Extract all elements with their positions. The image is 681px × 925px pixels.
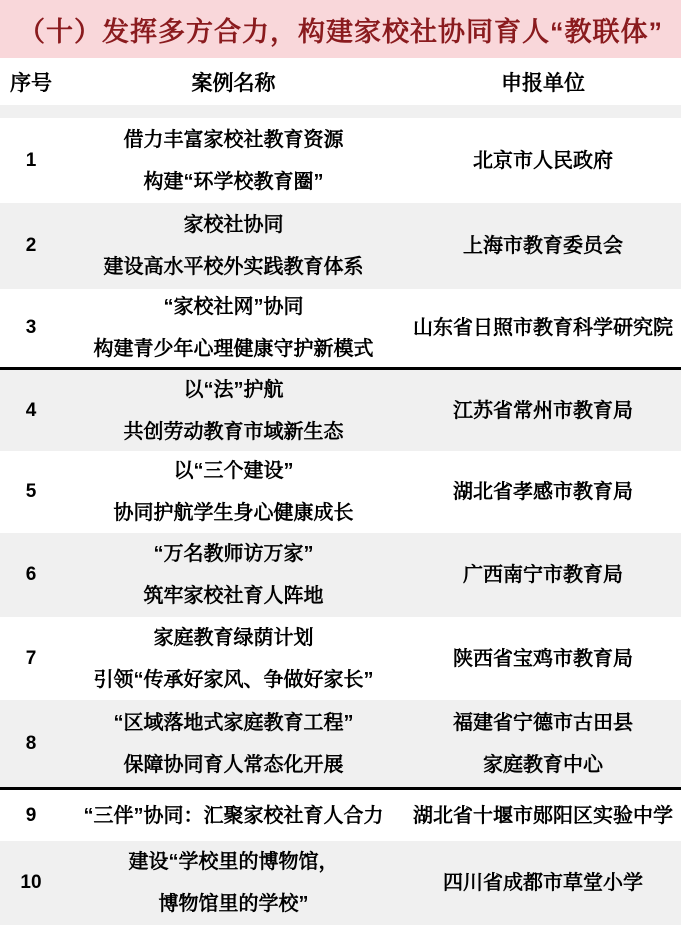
table-row [0, 370, 681, 451]
row-number: 9 [25, 804, 37, 826]
unit-cell [405, 700, 681, 787]
row-number: 7 [25, 647, 37, 669]
case-name-line: 以“法”护航 [183, 378, 284, 401]
table-row [0, 790, 681, 841]
table-row [0, 451, 681, 533]
section-title: （十）发挥多方合力，构建家校社协同育人“教联体” [0, 0, 681, 58]
case-name-cell [62, 370, 405, 451]
case-name-line: 以“三个建设” [173, 460, 294, 482]
unit-line: 上海市教育委员会 [463, 235, 623, 257]
case-name-line: 共创劳动教育市域新生态 [123, 420, 344, 443]
table-header-row [0, 58, 681, 105]
unit-cell [405, 451, 681, 533]
unit-line: 陕西省宝鸡市教育局 [453, 647, 633, 670]
case-name-line: 协同护航学生身心健康成长 [113, 502, 354, 524]
case-name-line: “三伴”协同：汇聚家校社育人合力 [83, 804, 384, 827]
unit-cell [405, 370, 681, 451]
case-name-line: 构建青少年心理健康守护新模式 [93, 338, 374, 360]
unit-line: 北京市人民政府 [473, 149, 613, 172]
case-name-line: 建设高水平校外实践教育体系 [103, 256, 364, 278]
table-row [0, 700, 681, 787]
unit-cell [405, 617, 681, 700]
table-row [0, 533, 681, 617]
case-name-cell [62, 118, 405, 203]
table-row [0, 841, 681, 925]
unit-cell [405, 841, 681, 925]
case-name-line: 筑牢家校社育人阵地 [143, 585, 324, 607]
unit-line: 福建省宁德市古田县 [453, 711, 633, 734]
case-name-line: 引领“传承好家风、争做好家长” [93, 668, 374, 691]
case-name-cell [62, 533, 405, 617]
case-name-line: 博物馆里的学校” [158, 893, 309, 915]
unit-cell [405, 203, 681, 289]
row-number: 10 [20, 872, 42, 893]
row-number: 4 [25, 399, 37, 421]
case-name-cell [62, 617, 405, 700]
case-name-cell [62, 790, 405, 841]
case-name-line: 保障协同育人常态化开展 [123, 753, 344, 776]
header-case-name: 案例名称 [191, 71, 276, 95]
unit-cell [405, 533, 681, 617]
unit-cell [405, 289, 681, 367]
unit-line: 湖北省孝感市教育局 [453, 481, 633, 503]
case-name-line: “区域落地式家庭教育工程” [113, 711, 354, 734]
header-separator [0, 105, 681, 118]
table-row [0, 118, 681, 203]
case-name-line: 家庭教育绿荫计划 [153, 626, 314, 649]
unit-line: 四川省成都市草堂小学 [443, 872, 643, 894]
unit-line: 湖北省十堰市郧阳区实验中学 [413, 804, 673, 827]
unit-line: 广西南宁市教育局 [463, 564, 623, 586]
case-name-cell [62, 700, 405, 787]
case-name-cell [62, 841, 405, 925]
row-number: 3 [25, 317, 37, 338]
row-number: 1 [25, 149, 37, 171]
case-name-line: 家校社协同 [183, 214, 284, 236]
unit-line: 家庭教育中心 [483, 753, 603, 776]
case-name-line: 借力丰富家校社教育资源 [123, 128, 344, 151]
header-unit: 申报单位 [501, 71, 585, 95]
case-name-cell [62, 451, 405, 533]
unit-line: 江苏省常州市教育局 [453, 399, 633, 422]
case-name-line: 构建“环学校教育圈” [143, 170, 324, 193]
header-no: 序号 [10, 71, 52, 95]
table-row [0, 617, 681, 700]
case-name-cell [62, 203, 405, 289]
case-name-line: “家校社网”协同 [163, 296, 304, 318]
table-row [0, 289, 681, 367]
case-name-line: “万名教师访万家” [153, 543, 314, 565]
unit-cell [405, 790, 681, 841]
row-number: 8 [25, 732, 37, 754]
row-number: 5 [25, 481, 37, 502]
unit-cell [405, 118, 681, 203]
unit-line: 山东省日照市教育科学研究院 [413, 317, 673, 339]
case-name-line: 建设“学校里的博物馆， [128, 851, 339, 873]
row-number: 6 [25, 564, 37, 585]
case-name-cell [62, 289, 405, 367]
row-number: 2 [25, 235, 37, 256]
table-row [0, 203, 681, 289]
